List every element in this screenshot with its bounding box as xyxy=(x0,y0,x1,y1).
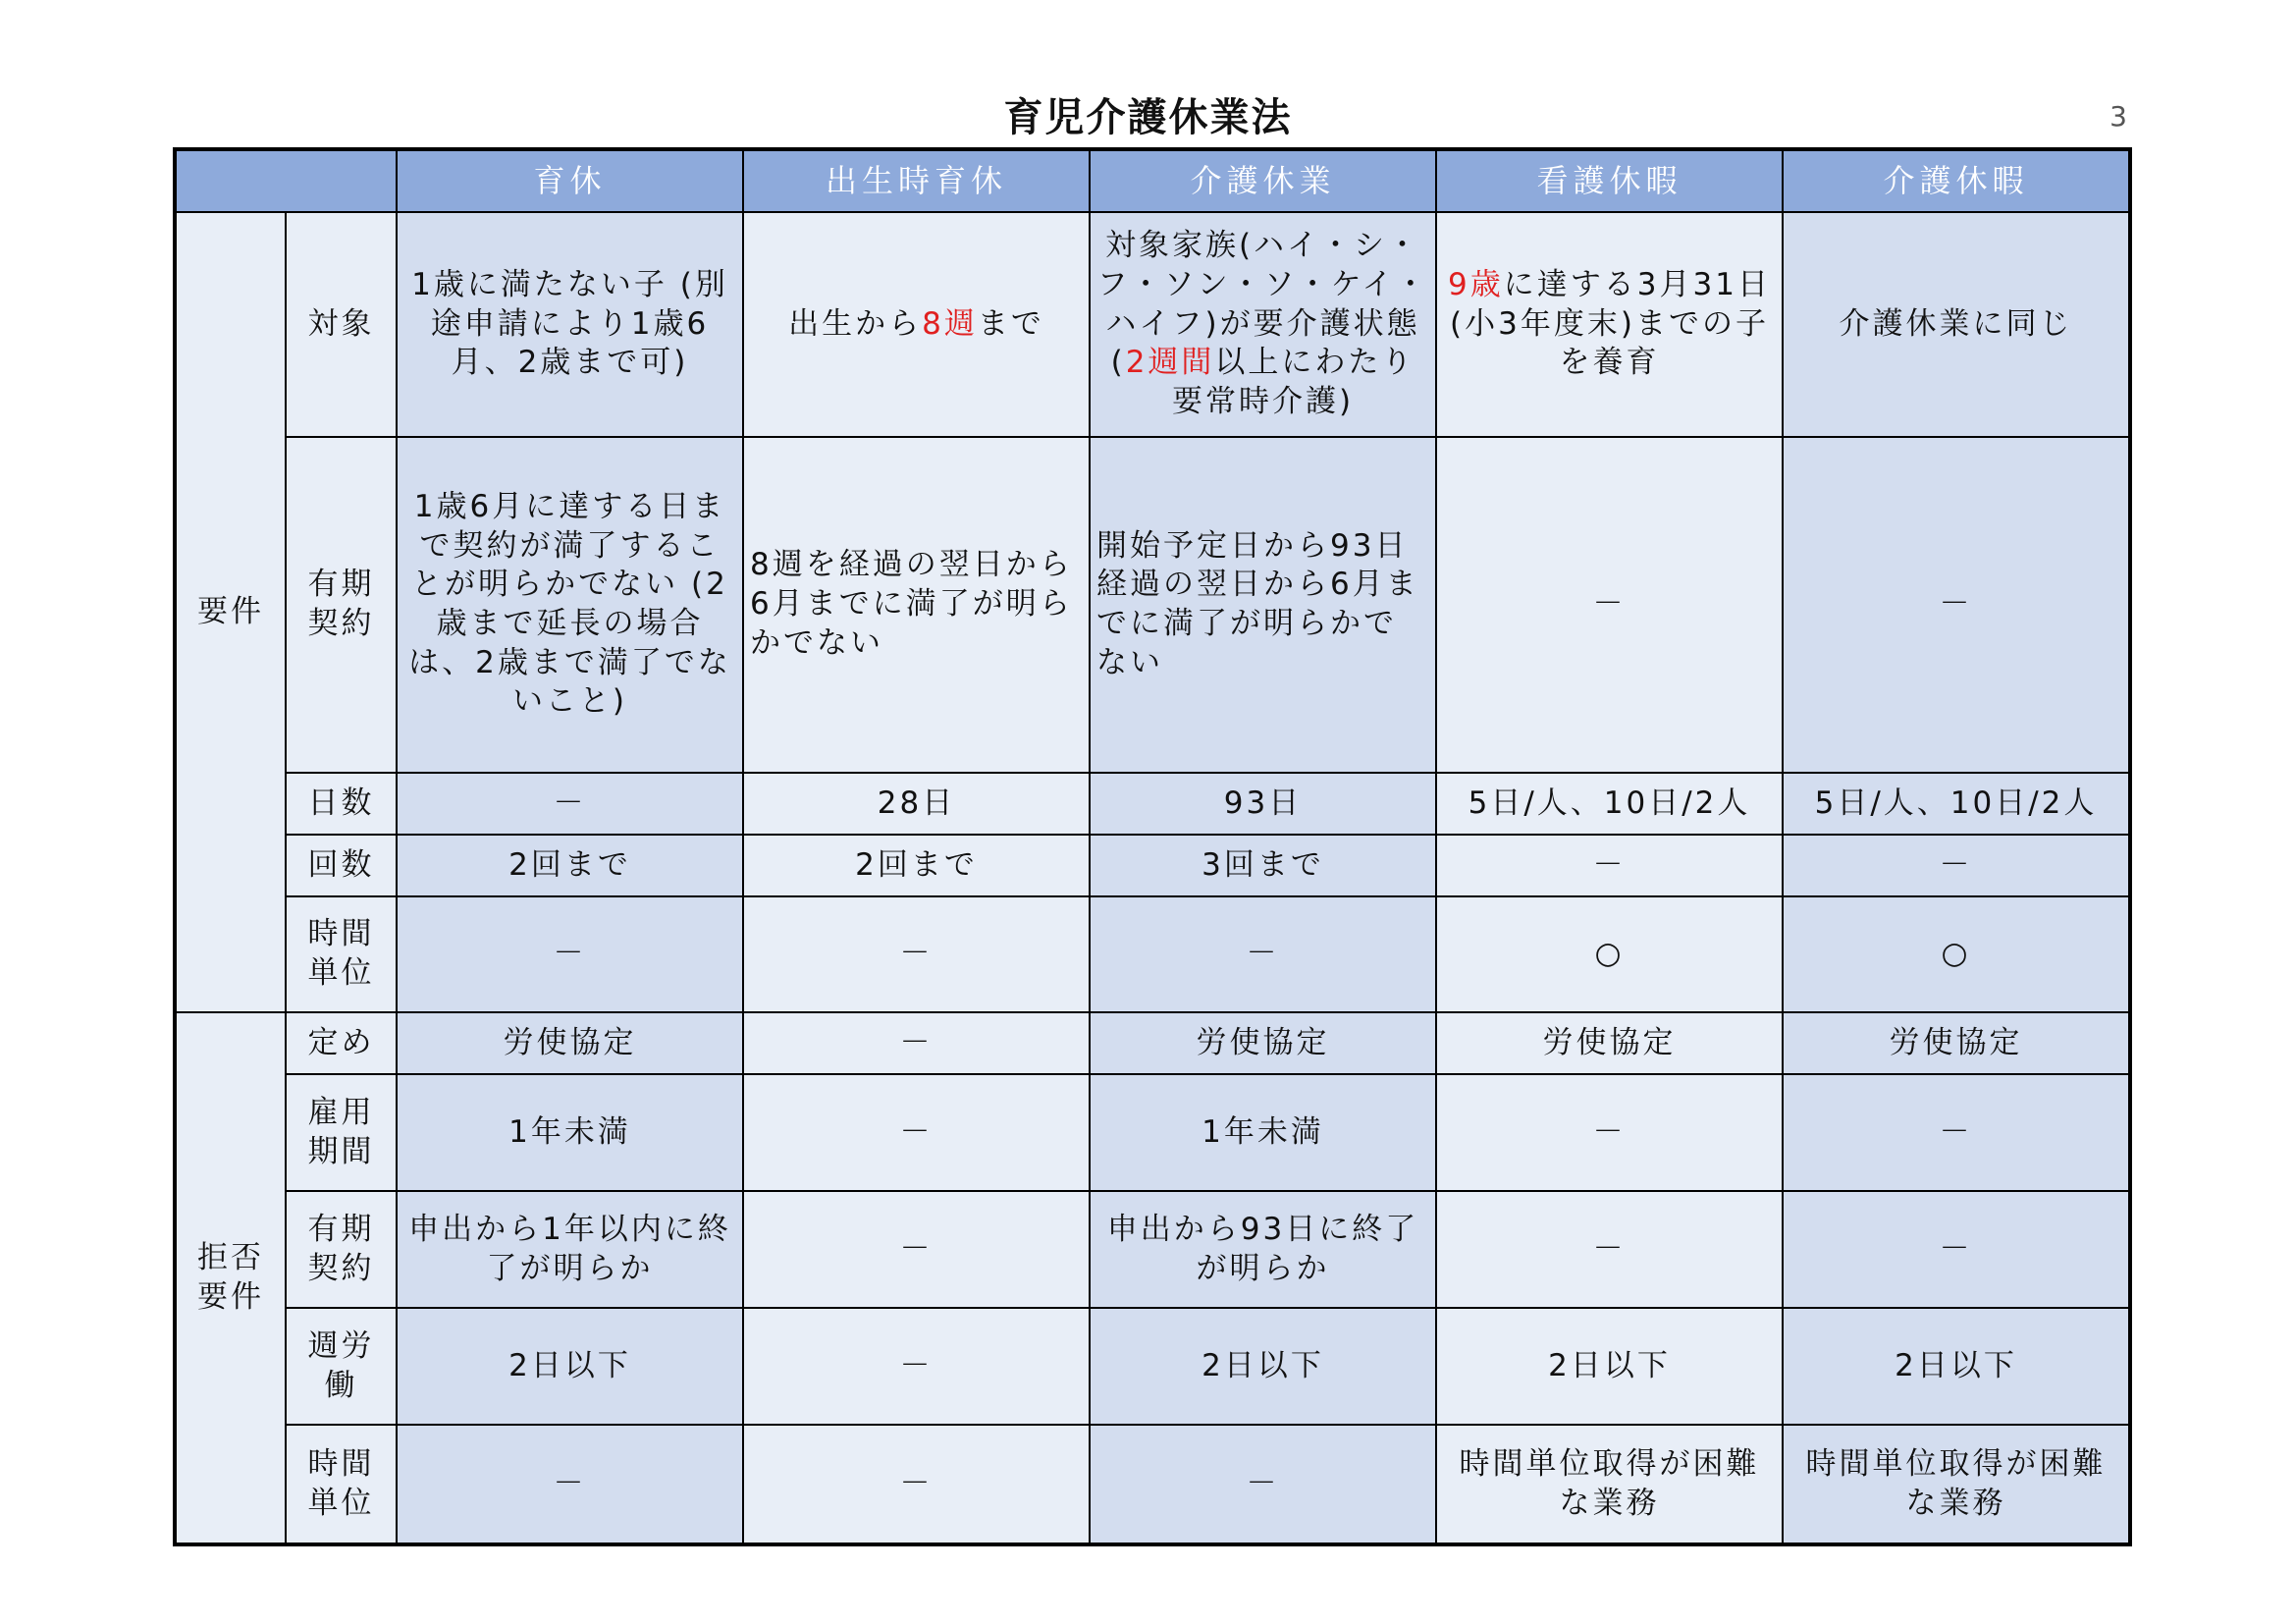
row-label: 定め xyxy=(286,1012,397,1074)
table-row xyxy=(175,1308,2130,1425)
cell: － xyxy=(1436,437,1783,773)
col-header-ikukyu: 育休 xyxy=(397,149,743,212)
cell: － xyxy=(1090,1425,1436,1544)
cell: － xyxy=(743,1308,1090,1425)
group-label-refusal: 拒否要件 xyxy=(175,1012,286,1544)
cell: － xyxy=(1436,1074,1783,1191)
cell: － xyxy=(743,1425,1090,1544)
comparison-table xyxy=(173,147,2132,1546)
cell: 労使協定 xyxy=(1090,1012,1436,1074)
row-label: 週労働 xyxy=(286,1308,397,1425)
col-header-kaigo-kyuka: 介護休暇 xyxy=(1783,149,2130,212)
cell: 3回まで xyxy=(1090,835,1436,896)
row-label: 雇用期間 xyxy=(286,1074,397,1191)
cell: 93日 xyxy=(1090,773,1436,835)
cell: 2回まで xyxy=(743,835,1090,896)
page-number: 3 xyxy=(2109,100,2127,133)
table-row xyxy=(175,1074,2130,1191)
header-row xyxy=(175,149,2130,212)
col-header-kango: 看護休暇 xyxy=(1436,149,1783,212)
cell: － xyxy=(743,896,1090,1012)
cell: － xyxy=(397,773,743,835)
highlight-red: 8週 xyxy=(922,305,978,342)
row-label: 有期契約 xyxy=(286,437,397,773)
cell: ○ xyxy=(1783,896,2130,1012)
cell: 2日以下 xyxy=(1436,1308,1783,1425)
cell: － xyxy=(743,1074,1090,1191)
highlight-red: 2週間 xyxy=(1125,345,1215,381)
cell: 労使協定 xyxy=(1783,1012,2130,1074)
cell: － xyxy=(1783,835,2130,896)
row-label: 日数 xyxy=(286,773,397,835)
cell: 開始予定日から93日経過の翌日から6月までに満了が明らかでない xyxy=(1090,437,1436,773)
cell: － xyxy=(1090,896,1436,1012)
cell: 申出から93日に終了が明らか xyxy=(1090,1191,1436,1308)
cell: 9歳に達する3月31日(小3年度末)までの子を養育 xyxy=(1436,212,1783,437)
row-label: 時間単位 xyxy=(286,896,397,1012)
table-row xyxy=(175,896,2130,1012)
cell: － xyxy=(1436,1191,1783,1308)
cell: 介護休業に同じ xyxy=(1783,212,2130,437)
cell: 2日以下 xyxy=(1783,1308,2130,1425)
cell: ○ xyxy=(1436,896,1783,1012)
header-corner xyxy=(175,149,397,212)
cell: － xyxy=(743,1012,1090,1074)
cell: － xyxy=(1783,1191,2130,1308)
group-label-requirements: 要件 xyxy=(175,212,286,1012)
table-row xyxy=(175,1012,2130,1074)
cell: 2日以下 xyxy=(1090,1308,1436,1425)
cell: 時間単位取得が困難な業務 xyxy=(1783,1425,2130,1544)
table-row xyxy=(175,1191,2130,1308)
cell: 労使協定 xyxy=(397,1012,743,1074)
cell: 1歳に満たない子 (別途申請により1歳6月、2歳まで可) xyxy=(397,212,743,437)
cell: － xyxy=(1783,437,2130,773)
cell: 労使協定 xyxy=(1436,1012,1783,1074)
cell: 8週を経過の翌日から6月までに満了が明らかでない xyxy=(743,437,1090,773)
cell: 時間単位取得が困難な業務 xyxy=(1436,1425,1783,1544)
table-row xyxy=(175,773,2130,835)
cell: － xyxy=(743,1191,1090,1308)
page-title: 育児介護休業法 xyxy=(1003,95,1293,140)
table-row xyxy=(175,1425,2130,1544)
cell: 申出から1年以内に終了が明らか xyxy=(397,1191,743,1308)
table-row xyxy=(175,212,2130,437)
col-header-kaigo-kyugyo: 介護休業 xyxy=(1090,149,1436,212)
cell: 5日/人、10日/2人 xyxy=(1783,773,2130,835)
cell: 2日以下 xyxy=(397,1308,743,1425)
cell: 1歳6月に達する日まで契約が満了することが明らかでない (2歳まで延長の場合は、2歳まで満了でないこと) xyxy=(397,437,743,773)
cell: － xyxy=(1436,835,1783,896)
table-row xyxy=(175,835,2130,896)
cell: － xyxy=(1783,1074,2130,1191)
cell: 28日 xyxy=(743,773,1090,835)
cell: 対象家族(ハイ・シ・フ・ソン・ソ・ケイ・ハイフ)が要介護状態(2週間以上にわたり要常時介護) xyxy=(1090,212,1436,437)
row-label: 回数 xyxy=(286,835,397,896)
col-header-shusseiji: 出生時育休 xyxy=(743,149,1090,212)
row-label: 時間単位 xyxy=(286,1425,397,1544)
cell: 2回まで xyxy=(397,835,743,896)
table-row xyxy=(175,437,2130,773)
row-label: 有期契約 xyxy=(286,1191,397,1308)
cell: － xyxy=(397,896,743,1012)
cell: － xyxy=(397,1425,743,1544)
cell: 1年未満 xyxy=(1090,1074,1436,1191)
cell: 出生から8週まで xyxy=(743,212,1090,437)
cell: 1年未満 xyxy=(397,1074,743,1191)
highlight-red: 9歳 xyxy=(1448,266,1504,302)
row-label: 対象 xyxy=(286,212,397,437)
cell: 5日/人、10日/2人 xyxy=(1436,773,1783,835)
